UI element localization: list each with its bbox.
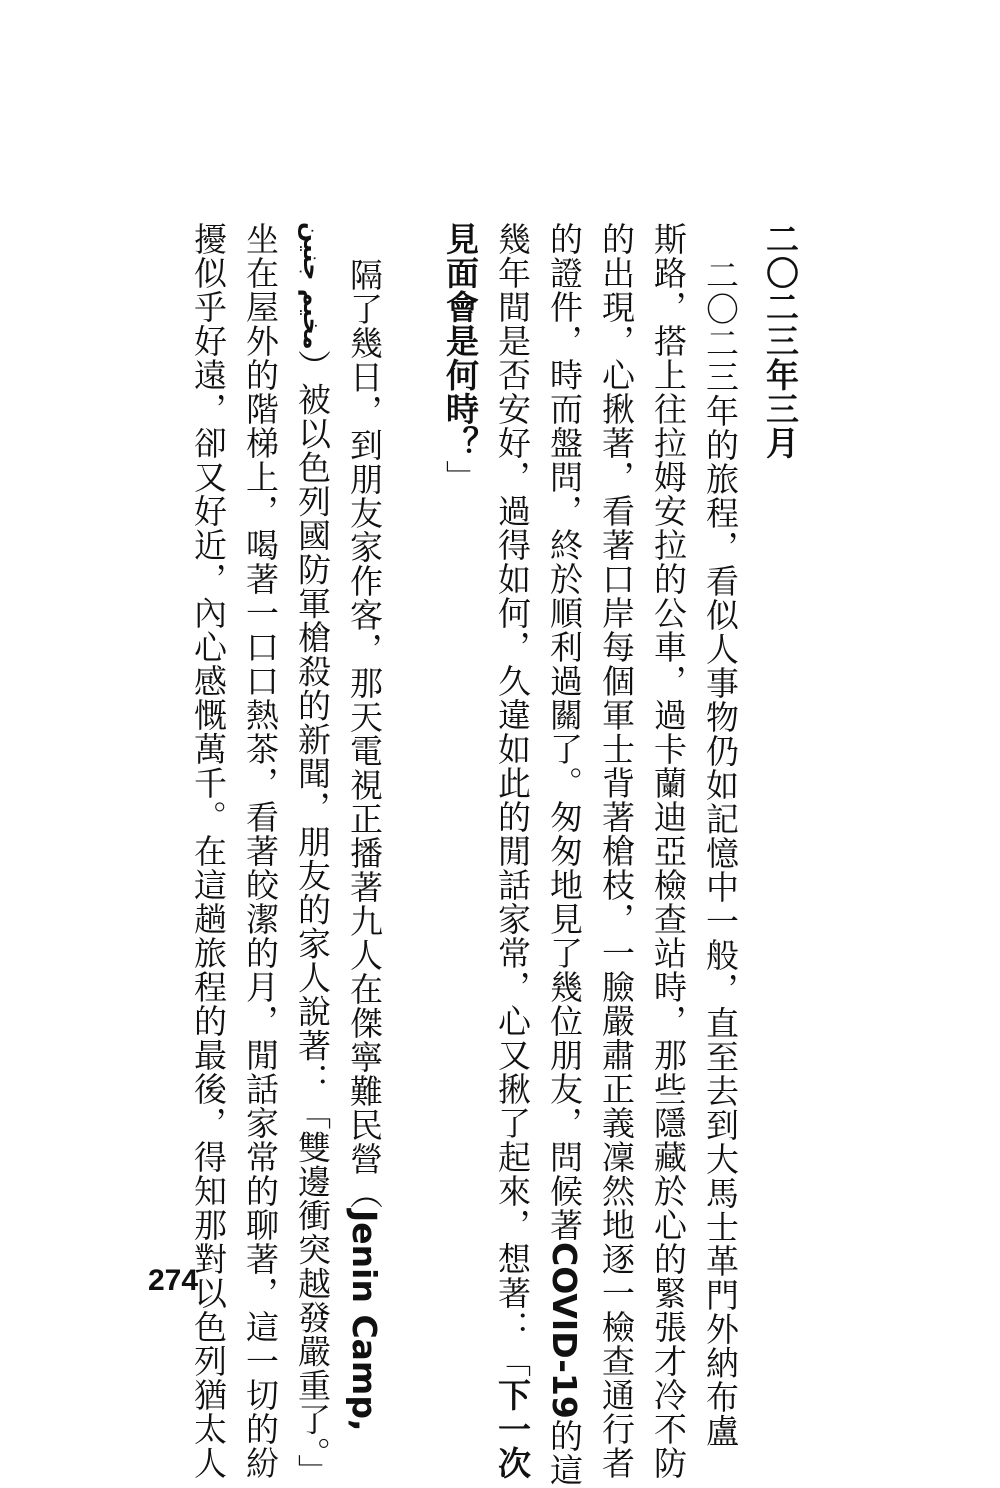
paragraph1-line2 bbox=[648, 222, 688, 1480]
arabic-text: مخيم جنين bbox=[298, 222, 326, 350]
paragraph2-line1 bbox=[344, 222, 384, 1431]
text: 的這 bbox=[545, 1418, 584, 1487]
page-number: 274 bbox=[148, 1264, 199, 1297]
paragraph1-line5 bbox=[492, 222, 532, 1480]
bold-quote: 見面會是何時？ bbox=[441, 222, 480, 460]
paragraph2-line3 bbox=[240, 222, 280, 1480]
bold-quote: 下一次 bbox=[493, 1378, 532, 1480]
section-heading bbox=[760, 222, 800, 460]
paragraph2-line2 bbox=[292, 222, 332, 1488]
paragraph1-line6 bbox=[440, 222, 480, 494]
latin-text: Jenin Camp, bbox=[345, 1210, 384, 1432]
latin-text: COVID-19 bbox=[545, 1242, 584, 1419]
text: 隔了幾日，到朋友家作客，那天電視正播著九人在傑寧難民營（ bbox=[345, 258, 384, 1210]
paragraph1-line4 bbox=[544, 222, 584, 1487]
text: 」 bbox=[441, 460, 480, 494]
text: 的出現，心揪著，看著口岸每個軍士背著槍枝，一臉嚴肅正義凜然地逐一檢查通行者 bbox=[597, 222, 636, 1480]
text: 坐在屋外的階梯上，喝著一口口熱茶，看著皎潔的月，閒話家常的聊著，這一切的紛 bbox=[241, 222, 280, 1480]
text: 二〇二三年的旅程，看似人事物仍如記憶中一般，直至去到大馬士革門外納布盧 bbox=[701, 258, 740, 1448]
text: 的證件，時而盤問，終於順利過關了。匆匆地見了幾位朋友，問候著 bbox=[545, 222, 584, 1242]
heading-text: 二〇二三年三月 bbox=[761, 222, 800, 460]
text: 斯路，搭上往拉姆安拉的公車，過卡蘭迪亞檢查站時，那些隱藏於心的緊張才冷不防 bbox=[649, 222, 688, 1480]
text: ）被以色列國防軍槍殺的新聞，朋友的家人說著：「雙邊衝突越發嚴重了。」 bbox=[293, 349, 332, 1488]
paragraph1-line1 bbox=[700, 222, 740, 1448]
text: 幾年間是否安好，過得如何，久違如此的閒話家常，心又揪了起來，想著：「 bbox=[493, 222, 532, 1378]
text: 擾似乎好遠，卻又好近，內心感慨萬千。在這趟旅程的最後，得知那對以色列猶太人 bbox=[189, 222, 228, 1480]
paragraph1-line3 bbox=[596, 222, 636, 1480]
